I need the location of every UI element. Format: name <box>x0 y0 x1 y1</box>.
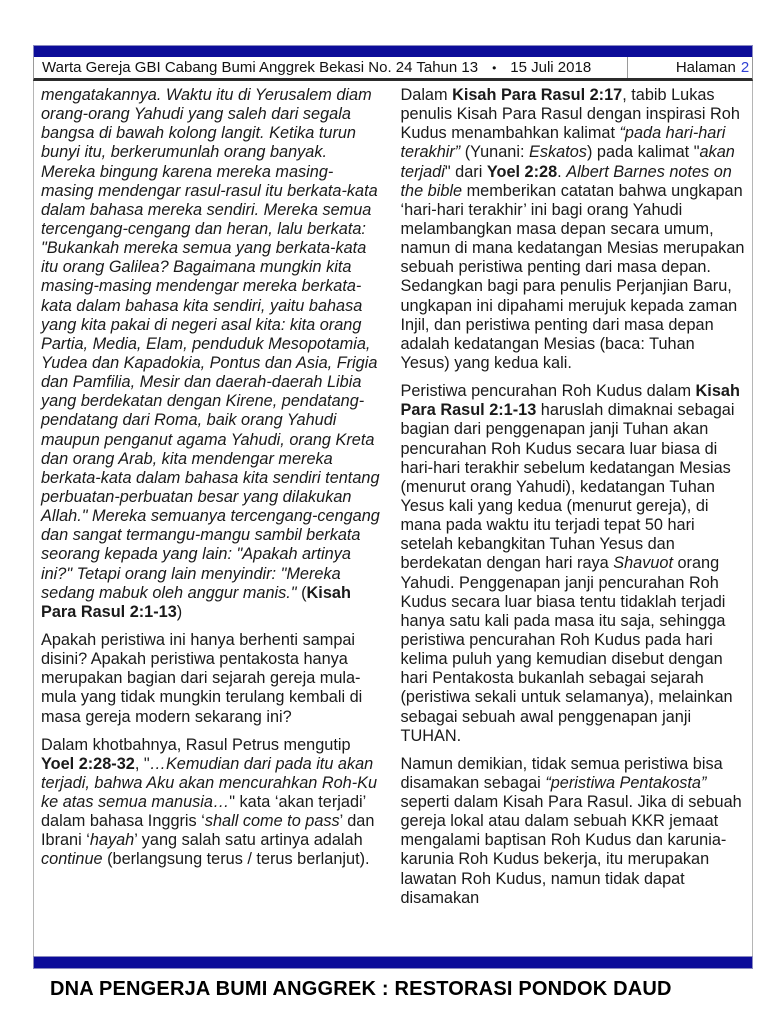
top-blue-bar <box>33 45 753 57</box>
paragraph: Namun demikian, tidak semua peristiwa bisa disamakan sebagai “peristiwa Pentakosta” seperti dalam Kisah Para Rasul. Jika di sebuah gereja lokal atau dalam sebuah KKR jemaat mengalami baptisan Roh Kudus dan karunia-karunia Roh Kudus bekerja, itu merupakan lawatan Roh Kudus, namun tidak dapat disamakan <box>400 754 742 907</box>
paragraph: Dalam Kisah Para Rasul 2:17, tabib Lukas penulis Kisah Para Rasul dengan inspirasi Roh Kudus menambahkan kalimat “pada hari-hari terakhir” (Yunani: Eskatos) pada kalimat "akan terjadi" dari Yoel 2:28. Albert Barnes notes on the bible memberikan catatan bahwa ungkapan ‘hari-hari terakhir’ ini bagi orang Yahudi melambangkan masa depan secara umum, namun di mana kedatangan Mesias merupakan sebuah peristiwa penting dari masa depan. Sedangkan bagi para penulis Perjanjian Baru, ungkapan ini dipahami merujuk kepada zaman Injil, dan peristiwa penting dari masa depan adalah kedatangan Mesias (baca: Tuhan Yesus) yang kedua kali. <box>400 86 745 372</box>
header-bullet-separator: • <box>492 60 497 75</box>
article-body <box>33 81 753 956</box>
left-column <box>41 86 386 956</box>
paragraph: mengatakannya. Waktu itu di Yerusalem diam orang-orang Yahudi yang saleh dari segala bangsa di bawah kolong langit. Ketika turun bunyi itu, berkerumunlah orang banyak. Mereka bingung karena mereka masing-masing mendengar rasul-rasul itu berkata-kata dalam bahasa mereka sendiri. Mereka semua tercengang-cengang dan heran, lalu berkata: "Bukankah mereka semua yang berkata-kata itu orang Galilea? Bagaimana mungkin kita masing-masing mendengar mereka berkata-kata dalam bahasa kita sendiri, yaitu bahasa yang kita pakai di negeri asal kita: kita orang Partia, Media, Elam, penduduk Mesopotamia, Yudea dan Kapadokia, Pontus dan Asia, Frigia dan Pamfilia, Mesir dan daerah-daerah Libia yang berdekatan dengan Kirene, pendatang-pendatang dari Roma, baik orang Yahudi maupun penganut agama Yahudi, orang Kreta dan orang Arab, kita mendengar mereka berkata-kata dalam bahasa kita sendiri tentang perbuatan-perbuatan besar yang dilakukan Allah." Mereka semuanya tercengang-cengang dan sangat termangu-mangu sambil berkata seorang kepada yang lain: "Apakah artinya ini?" Tetapi orang lain menyindir: "Mereka sedang mabuk oleh anggur manis." (Kisah Para Rasul 2:1-13) <box>41 86 380 621</box>
page-indicator <box>627 57 755 78</box>
paragraph: Apakah peristiwa ini hanya berhenti sampai disini? Apakah peristiwa pentakosta hanya merupakan bagian dari sejarah gereja mula-mula yang tidak mungkin terulang kembali di masa gereja modern sekarang ini? <box>41 630 363 726</box>
bottom-blue-bar <box>33 956 753 969</box>
header-title: Warta Gereja GBI Cabang Bumi Anggrek Bekasi No. 24 Tahun 13 <box>42 59 479 76</box>
page-header <box>33 57 753 81</box>
header-date: 15 Juli 2018 <box>510 59 592 76</box>
page-label: Halaman <box>675 59 736 76</box>
newsletter-page <box>33 45 753 1001</box>
page-number: 2 <box>740 59 750 76</box>
footer-banner-text: DNA PENGERJA BUMI ANGGREK : RESTORASI PONDOK DAUD <box>50 978 672 1000</box>
paragraph: Dalam khotbahnya, Rasul Petrus mengutip Yoel 2:28-32, "…Kemudian dari pada itu akan terjadi, bahwa Aku akan mencurahkan Roh-Ku ke atas semua manusia…" kata ‘akan terjadi’ dalam bahasa Inggris ‘shall come to pass’ dan Ibrani ‘hayah’ yang salah satu artinya adalah continue (berlangsung terus / terus berlanjut). <box>41 735 378 869</box>
paragraph: Peristiwa pencurahan Roh Kudus dalam Kisah Para Rasul 2:1-13 haruslah dimaknai sebagai bagian dari penggenapan janji Tuhan akan pencurahan Roh Kudus secara luar biasa di hari-hari terakhir sebelum kedatangan Mesias (menurut orang Yahudi), kedatangan Tuhan Yesus kali yang kedua (menurut gereja), di mana pada waktu itu terjadi tepat 50 hari setelah kebangkitan Tuhan Yesus dan berdekatan dengan hari raya Shavuot orang Yahudi. Penggenapan janji pencurahan Roh Kudus secara luar biasa tentu tidaklah terjadi hanya satu kali pada masa itu saja, sehingga peristiwa pencurahan Roh Kudus pada hari kelima puluh yang kemudian disebut dengan hari Pentakosta bukanlah sebagai sejarah (peristiwa sekali untuk selamanya), melainkan sebagai sebuah awal penggenapan janji TUHAN. <box>400 382 740 745</box>
right-column <box>401 86 746 956</box>
